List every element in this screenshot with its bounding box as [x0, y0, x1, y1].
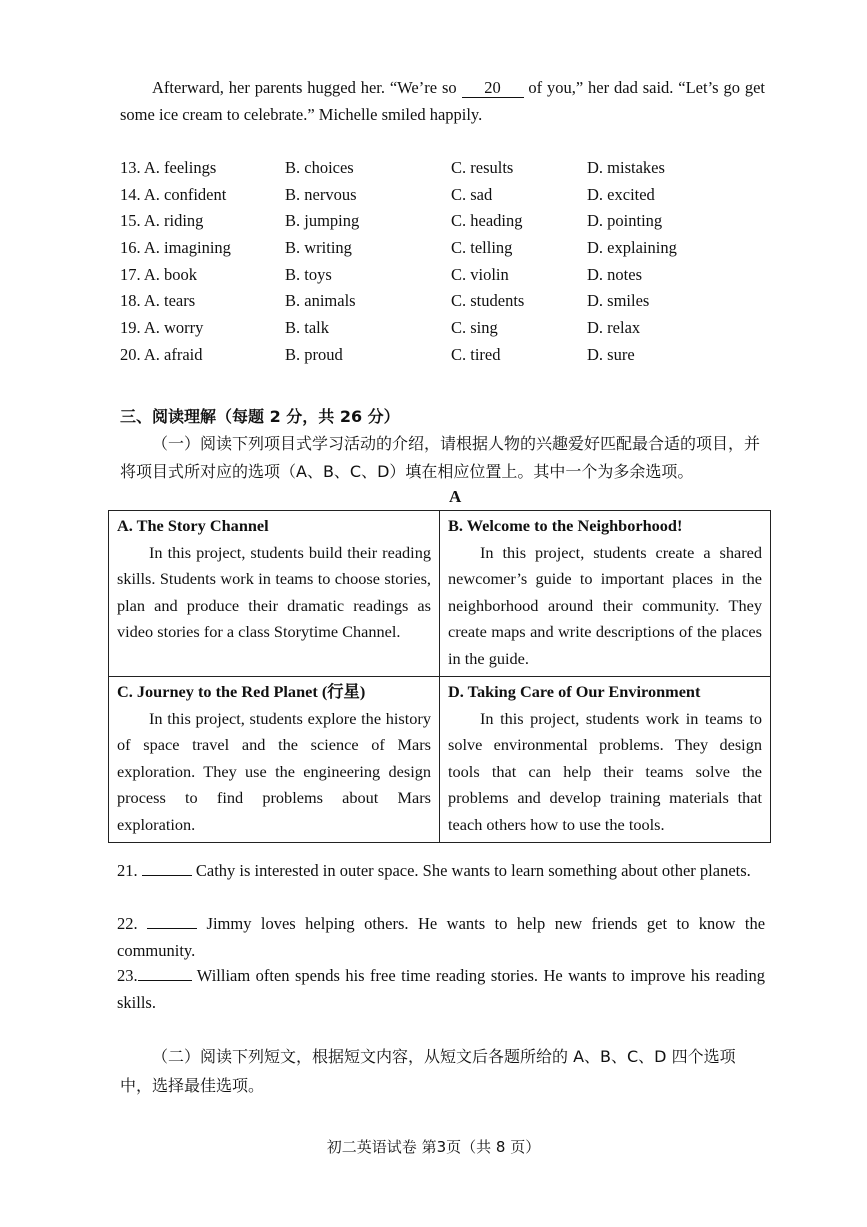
- passage-text-2: of you,” her dad said. “Let’s go get some ice cream to celebrate.” Michelle smiled happily.: [120, 78, 765, 124]
- option-a: 13. A. feelings: [120, 158, 217, 177]
- part1-instruction: [120, 430, 765, 486]
- part1-instruction-text: （一）阅读下列项目式学习活动的介绍，请根据人物的兴趣爱好匹配最合适的项目，并将项目式所对应的选项（A、B、C、D）填在相应位置上。其中一个为多余选项。: [120, 434, 761, 481]
- question-22: [117, 910, 765, 964]
- option-a: 18. A. tears: [120, 291, 196, 310]
- question-text: Cathy is interested in outer space. She wants to learn something about other planets.: [195, 861, 751, 880]
- part2-instruction: [120, 1042, 765, 1100]
- option-b: B. animals: [285, 291, 356, 310]
- option-b: B. writing: [285, 238, 352, 257]
- option-a: 19. A. worry: [120, 318, 204, 337]
- project-text-body: In this project, students build their reading skills. Students work in teams to choose stories, plan and produce their dramatic readings as video stories for a class Storytime Channel.: [117, 542, 431, 641]
- project-text-body: In this project, students create a shared newcomer’s guide to important places in the neighborhood around their community. They create maps and write descriptions of the places in the guide.: [448, 542, 762, 668]
- option-b: B. jumping: [285, 211, 360, 230]
- project-text: [117, 543, 431, 642]
- project-text-body: In this project, students explore the history of space travel and the science of Mars exploration. They use the engineering design process to find problems about Mars exploration.: [117, 708, 431, 834]
- question-21: [117, 857, 765, 884]
- option-d: D. mistakes: [587, 158, 665, 177]
- question-number: 22.: [117, 914, 138, 933]
- option-b: B. proud: [285, 345, 343, 364]
- passage-ending: [120, 74, 765, 128]
- answer-blank[interactable]: [142, 875, 192, 876]
- option-d: D. notes: [587, 265, 642, 284]
- option-row: [120, 315, 760, 341]
- option-a: 16. A. imagining: [120, 238, 231, 257]
- project-cell-c: [109, 677, 440, 843]
- option-row: [120, 235, 760, 261]
- question-number: 21.: [117, 861, 138, 880]
- section-title: 三、阅读理解（每题 2 分，共 26 分）: [120, 407, 400, 426]
- option-c: C. sing: [451, 318, 498, 337]
- option-c: C. sad: [451, 185, 493, 204]
- project-title: B. Welcome to the Neighborhood!: [448, 516, 683, 535]
- answer-blank[interactable]: [147, 928, 197, 929]
- project-cell-a: [109, 511, 440, 677]
- project-text: [117, 709, 431, 834]
- option-b: B. talk: [285, 318, 329, 337]
- question-text: Jimmy loves helping others. He wants to help new friends get to know the community.: [117, 914, 766, 960]
- project-cell-b: [440, 511, 771, 677]
- answer-blank[interactable]: [138, 980, 192, 981]
- project-text: [448, 709, 762, 834]
- option-c: C. results: [451, 158, 514, 177]
- option-c: C. heading: [451, 211, 523, 230]
- option-c: C. tired: [451, 345, 501, 364]
- project-title: C. Journey to the Red Planet (行星): [117, 682, 366, 701]
- projects-table: [108, 510, 771, 843]
- option-b: B. nervous: [285, 185, 357, 204]
- passage-text-1: Afterward, her parents hugged her. “We’re so: [152, 78, 462, 97]
- option-row: [120, 342, 760, 368]
- option-b: B. toys: [285, 265, 332, 284]
- project-text-body: In this project, students work in teams to solve environmental problems. They design tools that can help their teams solve the problems and develop training materials that teach others how to use the tools.: [448, 708, 762, 834]
- question-23: [117, 962, 765, 1016]
- option-c: C. violin: [451, 265, 509, 284]
- project-title: A. The Story Channel: [117, 516, 269, 535]
- option-d: D. explaining: [587, 238, 677, 257]
- option-row: [120, 182, 760, 208]
- option-a: 17. A. book: [120, 265, 198, 284]
- question-number: 23.: [117, 966, 138, 985]
- option-b: B. choices: [285, 158, 354, 177]
- option-row: [120, 288, 760, 314]
- table-row: [109, 677, 771, 843]
- page-footer: 初二英语试卷 第3页（共 8 页）: [326, 1138, 541, 1156]
- option-d: D. sure: [587, 345, 635, 364]
- option-d: D. excited: [587, 185, 655, 204]
- part2-instruction-text: （二）阅读下列短文，根据短文内容，从短文后各题所给的 A、B、C、D 四个选项中，选择最佳选项。: [120, 1047, 736, 1095]
- option-row: [120, 155, 760, 181]
- project-cell-d: [440, 677, 771, 843]
- table-letter: A: [449, 487, 462, 506]
- project-text: [448, 543, 762, 668]
- option-c: C. telling: [451, 238, 513, 257]
- project-title: D. Taking Care of Our Environment: [448, 682, 701, 701]
- option-a: 20. A. afraid: [120, 345, 203, 364]
- option-d: D. smiles: [587, 291, 650, 310]
- option-row: [120, 208, 760, 234]
- option-d: D. relax: [587, 318, 641, 337]
- option-a: 15. A. riding: [120, 211, 204, 230]
- question-text: William often spends his free time reading stories. He wants to improve his reading skills.: [117, 966, 765, 1012]
- option-a: 14. A. confident: [120, 185, 227, 204]
- answer-blank-20: 20: [462, 79, 524, 98]
- option-d: D. pointing: [587, 211, 663, 230]
- option-row: [120, 262, 760, 288]
- option-c: C. students: [451, 291, 525, 310]
- table-row: [109, 511, 771, 677]
